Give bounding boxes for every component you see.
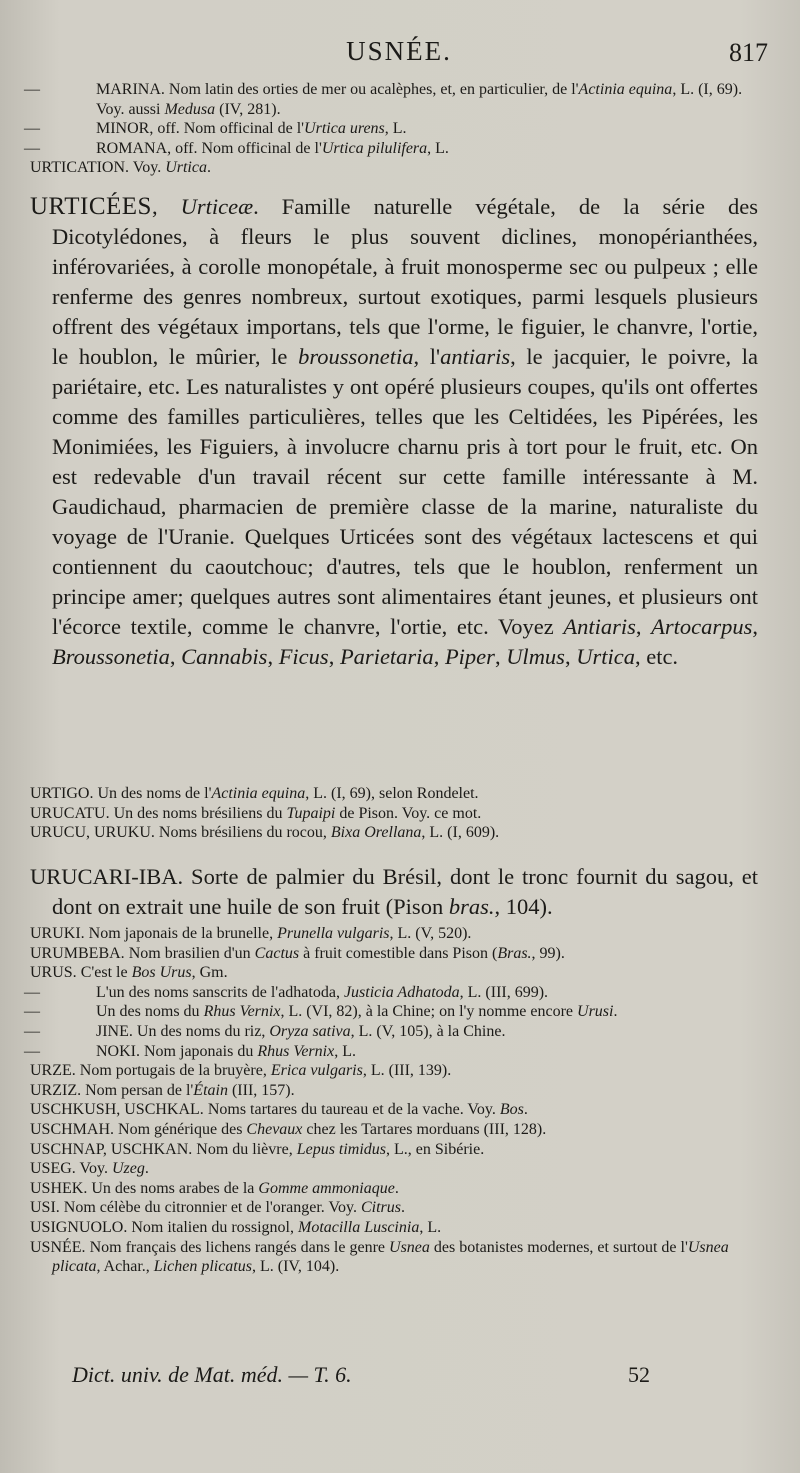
- text-run: MARINA.: [96, 81, 165, 98]
- text-run: Nom du lièvre,: [192, 1140, 297, 1158]
- entries-bottom: [24, 924, 760, 1277]
- text-run: Artocarpus: [651, 614, 753, 639]
- text-run: , 99).: [531, 944, 565, 962]
- text-run: ,: [169, 644, 182, 669]
- text-run: Bos Urus: [131, 964, 192, 982]
- text-run: Gomme ammoniaque: [258, 1179, 395, 1197]
- text-run: Ulmus: [506, 644, 565, 669]
- dictionary-entry: [30, 158, 760, 178]
- dictionary-entry: [24, 1042, 760, 1062]
- entry-urticees: [30, 192, 758, 672]
- text-run: Urtica urens: [304, 120, 385, 138]
- text-run: , Achar.,: [96, 1258, 154, 1276]
- text-run: .: [144, 1160, 149, 1178]
- entry-dash: —: [24, 139, 40, 157]
- text-run: Usnea plicata: [52, 1238, 729, 1276]
- text-run: C'est le: [76, 964, 132, 982]
- text-run: à fruit comestible dans Pison (: [299, 944, 498, 962]
- text-run: Lepus timidus: [296, 1140, 387, 1158]
- page-footer: [72, 1362, 650, 1392]
- text-run: Motacilla Luscinia: [297, 1218, 420, 1236]
- dictionary-entry: [30, 1081, 760, 1101]
- text-run: Un des noms du riz,: [132, 1022, 270, 1040]
- text-run: Bras.: [497, 944, 532, 962]
- dictionary-article: [30, 862, 758, 922]
- text-run: URZE.: [30, 1062, 76, 1080]
- text-run: Ficus: [278, 644, 329, 669]
- text-run: URUCU, URUKU.: [30, 824, 155, 842]
- text-run: Nom portugais de la bruyère,: [75, 1062, 271, 1080]
- footer-signature: Dict. univ. de Mat. méd. — T. 6.: [72, 1362, 352, 1387]
- text-run: Lichen plicatus: [153, 1258, 252, 1276]
- dictionary-entry: [30, 944, 760, 964]
- text-run: Chevaux: [246, 1120, 303, 1138]
- text-run: .: [206, 159, 211, 177]
- dictionary-article: [30, 192, 758, 672]
- dictionary-entry: [30, 1140, 760, 1160]
- dictionary-entry: [30, 1179, 760, 1199]
- text-run: NOKI.: [96, 1042, 140, 1060]
- text-run: URTICATION.: [30, 159, 130, 177]
- text-run: broussonetia: [298, 344, 414, 369]
- text-run: Urticeæ: [180, 194, 254, 219]
- entry-dash: —: [24, 120, 40, 138]
- dictionary-entry: [30, 1218, 760, 1238]
- text-run: Nom japonais de la brunelle,: [84, 925, 278, 942]
- text-run: Rhus Vernix: [203, 1003, 281, 1021]
- dictionary-entry: [30, 1198, 760, 1218]
- text-run: URUKI.: [30, 925, 85, 942]
- text-run: , L. (IV, 104).: [251, 1258, 340, 1276]
- text-run: de Pison. Voy. ce mot.: [335, 804, 482, 822]
- text-run: , off. Nom officinal de l': [149, 120, 305, 138]
- text-run: , Gm.: [191, 964, 228, 982]
- entry-dash: —: [24, 1022, 40, 1040]
- text-run: URTIGO.: [30, 785, 94, 802]
- text-run: USCHMAH.: [30, 1120, 115, 1138]
- text-run: , L. (V, 520).: [389, 925, 472, 942]
- text-run: URTICÉES: [30, 193, 152, 220]
- text-run: Un des noms de l': [93, 785, 212, 802]
- text-run: Un des noms du: [96, 1003, 204, 1021]
- text-run: , l': [413, 344, 441, 369]
- running-title: USNÉE.: [346, 36, 452, 66]
- text-run: .: [394, 1179, 399, 1197]
- text-run: Un des noms brésiliens du: [109, 804, 287, 822]
- dictionary-entry: [30, 1159, 760, 1179]
- text-run: Nom latin des orties de mer ou acalèphes, et, en particulier, de l': [164, 81, 579, 98]
- text-run: ,: [752, 614, 758, 639]
- text-run: USNÉE.: [30, 1238, 86, 1256]
- text-run: , L.: [334, 1042, 356, 1060]
- text-run: Uzeg: [111, 1160, 145, 1178]
- text-run: .: [400, 1199, 405, 1217]
- text-run: ,: [328, 644, 340, 669]
- text-run: , L. (I, 69). Voy. aussi: [96, 81, 743, 118]
- text-run: Prunella vulgaris: [277, 925, 390, 942]
- text-run: Oryza sativa: [269, 1022, 351, 1040]
- dictionary-entry: [30, 1061, 760, 1081]
- text-run: , L.: [384, 120, 407, 138]
- text-run: (III, 157).: [227, 1081, 295, 1099]
- text-run: URZIZ.: [30, 1081, 82, 1099]
- text-run: , L. (I, 69), selon Rondelet.: [305, 785, 479, 802]
- text-run: Nom japonais du: [140, 1042, 258, 1060]
- entry-dash: —: [24, 983, 40, 1001]
- entry-dash: —: [24, 81, 40, 98]
- text-run: Noms tartares du taureau et de la vache. Voy.: [203, 1101, 500, 1119]
- text-run: Urtica: [576, 644, 635, 669]
- text-run: JINE.: [96, 1022, 133, 1040]
- text-run: chez les Tartares morduans (III, 128).: [302, 1120, 547, 1138]
- entries-top: [24, 80, 760, 178]
- text-run: , off. Nom officinal de l': [167, 139, 322, 157]
- text-run: Voy.: [75, 1160, 112, 1178]
- dictionary-entry: [24, 139, 760, 159]
- text-run: , L. (VI, 82), à la Chine; on l'y nomme encore: [280, 1003, 578, 1021]
- dictionary-entry: [30, 963, 760, 983]
- text-run: URUCARI-IBA.: [30, 864, 184, 889]
- text-run: Citrus: [360, 1199, 401, 1217]
- entry-urucari-iba: [30, 862, 758, 922]
- text-run: URUCATU.: [30, 804, 110, 822]
- text-run: Usnea: [389, 1238, 430, 1256]
- text-run: ,: [151, 194, 181, 219]
- text-run: Actinia equina: [211, 785, 306, 802]
- text-run: URUMBEBA.: [30, 944, 125, 962]
- text-run: URUS.: [30, 964, 77, 982]
- dictionary-entry: [30, 1120, 760, 1140]
- text-run: , L. (III, 139).: [362, 1062, 452, 1080]
- text-run: Étain: [193, 1081, 228, 1099]
- text-run: , L.: [427, 139, 449, 157]
- dictionary-entry: [30, 804, 758, 824]
- text-run: Nom italien du rossignol,: [127, 1218, 298, 1236]
- text-run: USEG.: [30, 1160, 76, 1178]
- page-number: 817: [729, 38, 768, 67]
- text-run: Tupaipi: [286, 804, 336, 822]
- dictionary-entry: [24, 1022, 760, 1042]
- dictionary-entry: [30, 1238, 760, 1277]
- dictionary-entry: [30, 924, 760, 944]
- dictionary-entry: [24, 1002, 760, 1022]
- text-run: USI.: [30, 1199, 60, 1217]
- text-run: ,: [494, 644, 507, 669]
- text-run: ,: [635, 614, 652, 639]
- text-run: ,: [267, 644, 279, 669]
- entries-middle: [30, 784, 758, 843]
- text-run: Antiaris: [563, 614, 636, 639]
- text-run: USIGNUOLO.: [30, 1218, 128, 1236]
- text-run: Un des noms arabes de la: [87, 1179, 259, 1197]
- text-run: Medusa: [164, 100, 216, 118]
- text-run: Nom persan de l': [81, 1081, 194, 1099]
- sheet-number: 52: [628, 1362, 650, 1387]
- text-run: USCHNAP, USCHKAN.: [30, 1140, 193, 1158]
- text-run: Parietaria: [339, 644, 434, 669]
- dictionary-entry: [24, 983, 760, 1003]
- text-run: Nom célèbe du citronnier et de l'oranger. Voy.: [59, 1199, 361, 1217]
- text-run: Broussonetia: [52, 644, 170, 669]
- text-run: Rhus Vernix: [257, 1042, 335, 1060]
- dictionary-entry: [30, 784, 758, 804]
- text-run: ,: [433, 644, 445, 669]
- text-run: Piper: [444, 644, 495, 669]
- text-run: USHEK.: [30, 1179, 88, 1197]
- text-run: Urusi: [577, 1003, 614, 1021]
- text-run: Nom français des lichens rangés dans le genre: [85, 1238, 390, 1256]
- dictionary-entry: [30, 823, 758, 843]
- text-run: Erica vulgaris: [270, 1062, 363, 1080]
- text-run: , 104).: [494, 894, 553, 919]
- dictionary-entry: [24, 119, 760, 139]
- text-run: , L. (III, 699).: [459, 983, 549, 1001]
- text-run: Noms brésiliens du rocou,: [154, 824, 331, 842]
- text-run: Voy.: [129, 159, 166, 177]
- text-run: , le jacquier, le poivre, la pariétaire, etc. Les naturalistes y ont opéré plusieurs coupes, qu'ils ont offertes comme des familles particulières, telles que les Celtidées, les Pipérées, les Monimiées, les Figuiers, à involucre charnu pris à tort pour le fruit, etc. On est redevable d'un travail récent sur cette famille intéressante à M. Gaudichaud, pharmacien de première classe de la marine, naturaliste du voyage de l'Uranie. Quelques Urticées sont des végétaux lactescens et qui contiennent du caoutchouc; d'autres, tels que le houblon, renferment un principe amer; quelques autres sont alimentaires étant jeunes, et plusieurs ont l'écorce textile, comme le chanvre, l'ortie, etc. Voyez: [52, 344, 759, 639]
- text-run: Actinia equina: [578, 81, 673, 98]
- text-run: . Famille naturelle végétale, de la série des Dicotylédones, à fleurs le plus souvent diclines, monopérianthées, inférovariées, à corolle monopétale, à fruit monosperme sec ou pulpeux ; elle renferme des genres nombreux, surtout exotiques, parmi lesquels plusieurs offrent des végétaux importans, tels que l'orme, le figuier, le chanvre, l'ortie, le houblon, le mûrier, le: [52, 194, 758, 369]
- text-run: Cactus: [254, 944, 300, 962]
- text-run: Urtica: [165, 159, 207, 177]
- text-run: Nom générique des: [114, 1120, 247, 1138]
- text-run: ROMANA: [96, 139, 168, 157]
- text-run: ,: [564, 644, 577, 669]
- text-run: , L., en Sibérie.: [386, 1140, 485, 1158]
- text-run: Nom brasilien d'un: [124, 944, 255, 962]
- text-run: antiaris: [440, 344, 511, 369]
- text-run: MINOR: [96, 120, 150, 138]
- text-run: Urtica pilulifera: [321, 139, 428, 157]
- text-run: USCHKUSH, USCHKAL.: [30, 1101, 204, 1119]
- text-run: Cannabis: [181, 644, 268, 669]
- text-run: L'un des noms sanscrits de l'adhatoda,: [96, 983, 344, 1001]
- dictionary-entry: [30, 1100, 760, 1120]
- text-run: , L. (V, 105), à la Chine.: [350, 1022, 506, 1040]
- entry-dash: —: [24, 1042, 40, 1060]
- text-run: , etc.: [634, 644, 679, 669]
- text-run: .: [523, 1101, 528, 1119]
- text-run: Bos: [499, 1101, 524, 1119]
- text-run: Bixa Orellana: [330, 824, 422, 842]
- text-run: bras.: [448, 894, 495, 919]
- dictionary-entry: [24, 80, 760, 119]
- page-header: [30, 36, 768, 76]
- text-run: Sorte de palmier du Brésil, dont le tronc fournit du sagou, et dont on extrait une huile de son fruit (Pison: [52, 864, 758, 919]
- text-run: .: [613, 1003, 618, 1021]
- text-run: , L. (I, 609).: [421, 824, 500, 842]
- text-run: (IV, 281).: [215, 100, 281, 118]
- entry-dash: —: [24, 1003, 40, 1021]
- text-run: , L.: [419, 1218, 442, 1236]
- text-run: des botanistes modernes, et surtout de l': [429, 1238, 688, 1256]
- text-run: Justicia Adhatoda: [343, 983, 460, 1001]
